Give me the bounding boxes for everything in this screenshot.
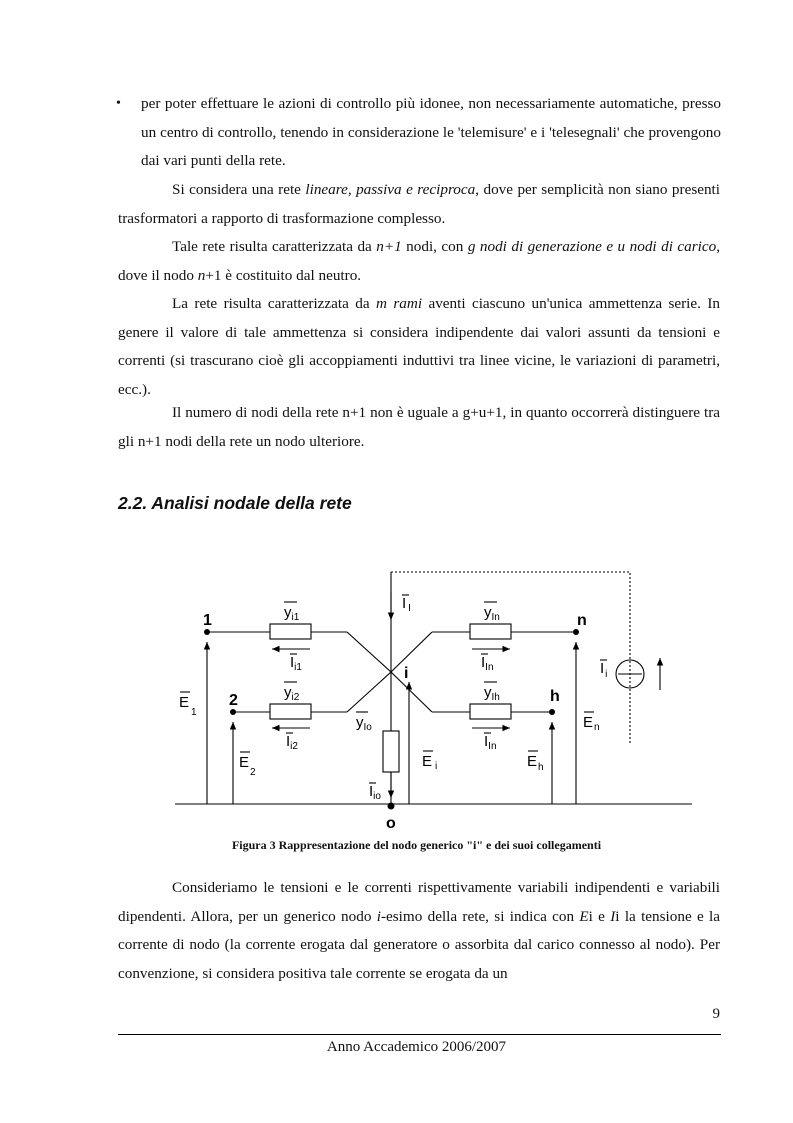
node-dot-o (388, 803, 395, 810)
label-y-io: $y_{Io}$ (356, 714, 372, 733)
paragraph-nodi: Tale rete risulta caratterizzata da n+1 nodi, con g nodi di generazione e u nodi di carico, dove il nodo n+1 è costituito dal neutro. (118, 238, 720, 284)
label-I-ih: $I_{In}$ (484, 733, 497, 752)
label-I-in: $I_{In}$ (481, 654, 494, 673)
node-label-n: n (577, 612, 587, 629)
wire-branch-n (391, 632, 432, 672)
figure-caption: Figura 3 Rappresentazione del nodo generico "i" e dei suoi collegamenti (231, 838, 602, 852)
admittance-y-i2 (270, 704, 311, 719)
admittance-y-ih (470, 704, 511, 719)
label-E1: $E_1$ (179, 694, 197, 718)
node-dot-1 (204, 629, 210, 635)
label-I-io: $I_{io}$ (369, 783, 381, 802)
paragraph-rami: La rete risulta caratterizzata da m rami aventi ciascuno un'unica ammettenza serie. In genere il valore di tale ammettenza si considera indipendente dai valori assunti da tensioni e correnti (si trascurano cioè gli accoppiamenti induttivi tra linee vicine, le variazioni di parametri, ecc.). (118, 295, 720, 399)
node-label-i: i (404, 665, 409, 682)
label-Ei: E $_i$ (422, 753, 438, 772)
label-I-i1: $I_{i1}$ (290, 654, 302, 673)
admittance-y-in (470, 624, 511, 639)
label-En: $E_n$ (583, 714, 600, 733)
admittance-y-io (383, 731, 399, 772)
label-I-i2: $I_{i2}$ (286, 733, 298, 752)
node-dot-n (573, 629, 579, 635)
label-I-top: I $_I$ (402, 595, 411, 614)
bullet-paragraph: per poter effettuare le azioni di controllo più idonee, non necessariamente automatiche, presso un centro di controllo, tenendo in considerazione le 'telemisure' e i 'telesegnali' che provengono dai vari punti della rete. (141, 95, 721, 170)
node-label-1: 1 (203, 612, 212, 629)
page-number: 9 (712, 1006, 720, 1022)
label-y-ih: $y_{Ih}$ (484, 684, 500, 703)
label-y-i2: $y_{i2}$ (284, 684, 300, 703)
node-label-2: 2 (229, 692, 238, 709)
paragraph-numero-nodi: Il numero di nodi della rete n+1 non è uguale a g+u+1, in quanto occorrerà distinguere tra gli n+1 nodi della rete un nodo ulteriore. (118, 404, 720, 450)
admittance-y-i1 (270, 624, 311, 639)
node-dot-2 (230, 709, 236, 715)
label-E2: $E_2$ (239, 754, 256, 778)
paragraph-consideriamo: Consideriamo le tensioni e le correnti rispettivamente variabili indipendenti e variabili dipendenti. Allora, per un generico nodo i-esimo della rete, si indica con Ei e Ii la tensione e la corrente di nodo (la corrente erogata dal generatore o assorbita dal carico connesso al nodo). Per convenzione, si considera positiva tale corrente se erogata da un (118, 879, 721, 983)
label-Eh: $E_h$ (527, 753, 544, 773)
node-label-h: h (550, 688, 560, 705)
node-dot-h (549, 709, 555, 715)
wire-branch-h (391, 672, 432, 712)
node-label-o: o (386, 815, 396, 832)
footer-divider (118, 1034, 721, 1035)
section-heading: 2.2. Analisi nodale della rete (118, 493, 352, 513)
label-I-source: $I_i$ (600, 660, 608, 680)
paragraph-rete-lineare: Si considera una rete lineare, passiva e reciproca, dove per semplicità non siano presenti trasformatori a rapporto di trasformazione complesso. (118, 181, 720, 227)
label-y-in: $y_{In}$ (484, 604, 500, 623)
footer-text: Anno Accademico 2006/2007 (326, 1039, 507, 1055)
bullet-marker: • (116, 96, 121, 111)
label-y-i1: $y_{i1}$ (284, 604, 300, 623)
